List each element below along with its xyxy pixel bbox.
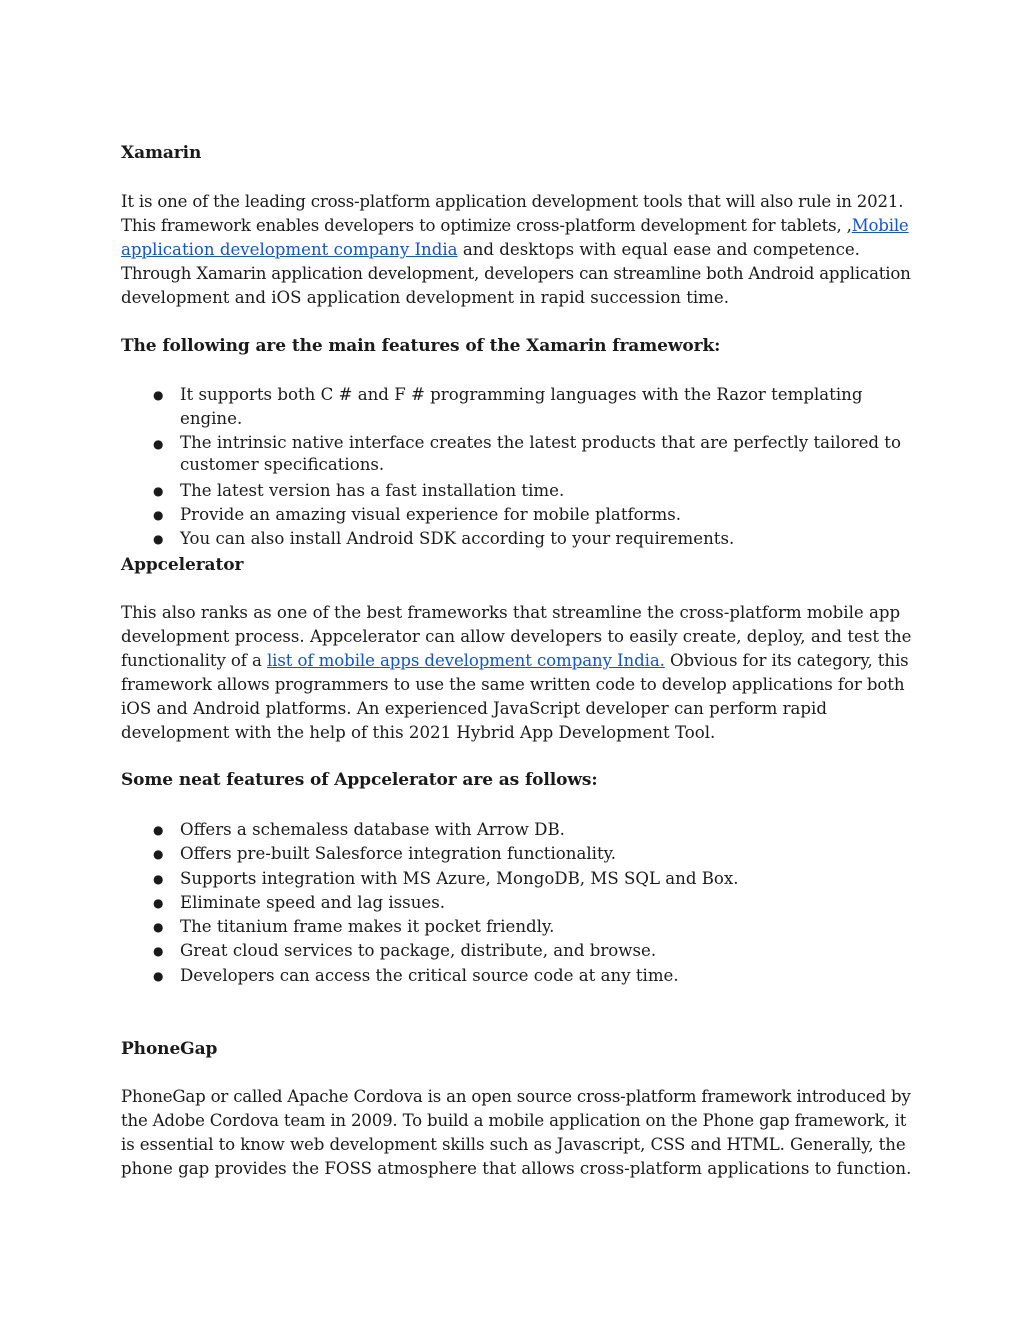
- bullet-icon: ●: [153, 944, 164, 959]
- text-span: and desktops with equal ease and competence.: [457, 240, 860, 260]
- heading-phonegap: PhoneGap: [121, 1039, 218, 1059]
- text-line: [121, 214, 911, 238]
- heading-appcelerator-features: Some neat features of Appcelerator are as follows:: [121, 770, 598, 790]
- text-line: development process. Appcelerator can allow developers to easily create, deploy, and test the: [121, 627, 912, 647]
- list-xamarin-features: [121, 383, 911, 551]
- text-line: framework allows programmers to use the same written code to develop applications for both: [121, 675, 905, 695]
- bullet-icon: ●: [153, 823, 164, 837]
- bullet-icon: ●: [153, 895, 164, 910]
- list-item: ● The latest version has a fast installation time.: [121, 479, 911, 503]
- bullet-icon: ●: [153, 436, 164, 451]
- text-span: functionality of a: [121, 651, 267, 671]
- heading-appcelerator: Appcelerator: [121, 555, 244, 575]
- link-list-mobile-apps-dev-company-india[interactable]: list of mobile apps development company India.: [266, 651, 665, 671]
- list-item: ● Eliminate speed and lag issues.: [121, 891, 911, 915]
- paragraph-phonegap: [121, 1085, 911, 1181]
- text-line: Through Xamarin application development, developers can streamline both Android application: [121, 264, 911, 284]
- link-mobile-app-dev-company-india[interactable]: Mobile: [851, 216, 909, 236]
- paragraph-appcelerator: [121, 601, 911, 746]
- text-line: PhoneGap or called Apache Cordova is an open source cross-platform framework introduced by: [121, 1087, 911, 1106]
- bullet-icon: ●: [153, 483, 164, 498]
- bullet-icon: ●: [153, 388, 164, 402]
- text-line: [121, 649, 911, 673]
- list-appcelerator-features: [121, 818, 911, 988]
- text-line: development with the help of this 2021 Hybrid App Development Tool.: [121, 723, 716, 743]
- list-item: ● Provide an amazing visual experience for mobile platforms.: [121, 503, 911, 527]
- text-line: This also ranks as one of the best frameworks that streamline the cross-platform mobile app: [121, 603, 901, 622]
- paragraph-xamarin: [121, 190, 911, 310]
- list-item: ● Developers can access the critical source code at any time.: [121, 964, 911, 988]
- list-item: ● Great cloud services to package, distribute, and browse.: [121, 939, 911, 963]
- heading-xamarin: Xamarin: [121, 143, 202, 163]
- list-item: ● Offers pre-built Salesforce integration functionality.: [121, 842, 911, 866]
- list-item: ● Supports integration with MS Azure, MongoDB, MS SQL and Box.: [121, 867, 911, 891]
- bullet-icon: ●: [153, 871, 164, 886]
- text-line: It is one of the leading cross-platform application development tools that will also rule in 2021.: [121, 192, 904, 211]
- text-line: development and iOS application development in rapid succession time.: [121, 288, 730, 308]
- list-item: ● Offers a schemaless database with Arrow DB.: [121, 818, 911, 842]
- bullet-icon: ●: [153, 968, 164, 983]
- text-span: This framework enables developers to optimize cross-platform development for tablets, ,: [121, 216, 852, 236]
- bullet-icon: ●: [153, 532, 164, 547]
- text-line: the Adobe Cordova team in 2009. To build a mobile application on the Phone gap framework, it: [121, 1111, 907, 1131]
- text-span: Obvious for its category, this: [664, 651, 909, 671]
- text-line: iOS and Android platforms. An experienced JavaScript developer can perform rapid: [121, 699, 827, 719]
- list-item: ● You can also install Android SDK according to your requirements.: [121, 527, 911, 551]
- bullet-icon: ●: [153, 847, 164, 862]
- text-line: phone gap provides the FOSS atmosphere that allows cross-platform applications to function.: [121, 1159, 912, 1179]
- text-line: [121, 238, 911, 262]
- bullet-icon: ●: [153, 507, 164, 522]
- bullet-icon: ●: [153, 920, 164, 935]
- text-line: is essential to know web development skills such as Javascript, CSS and HTML. Generally, the: [121, 1135, 906, 1155]
- link-mobile-app-dev-company-india-cont[interactable]: application development company India: [121, 240, 458, 260]
- list-item: ● The titanium frame makes it pocket friendly.: [121, 915, 911, 939]
- list-item: ● It supports both C # and F # programming languages with the Razor templating engine.: [153, 385, 863, 429]
- heading-xamarin-features: The following are the main features of the Xamarin framework:: [121, 336, 721, 356]
- list-item: ● The intrinsic native interface creates the latest products that are perfectly tailored to customer specifications.: [153, 432, 901, 475]
